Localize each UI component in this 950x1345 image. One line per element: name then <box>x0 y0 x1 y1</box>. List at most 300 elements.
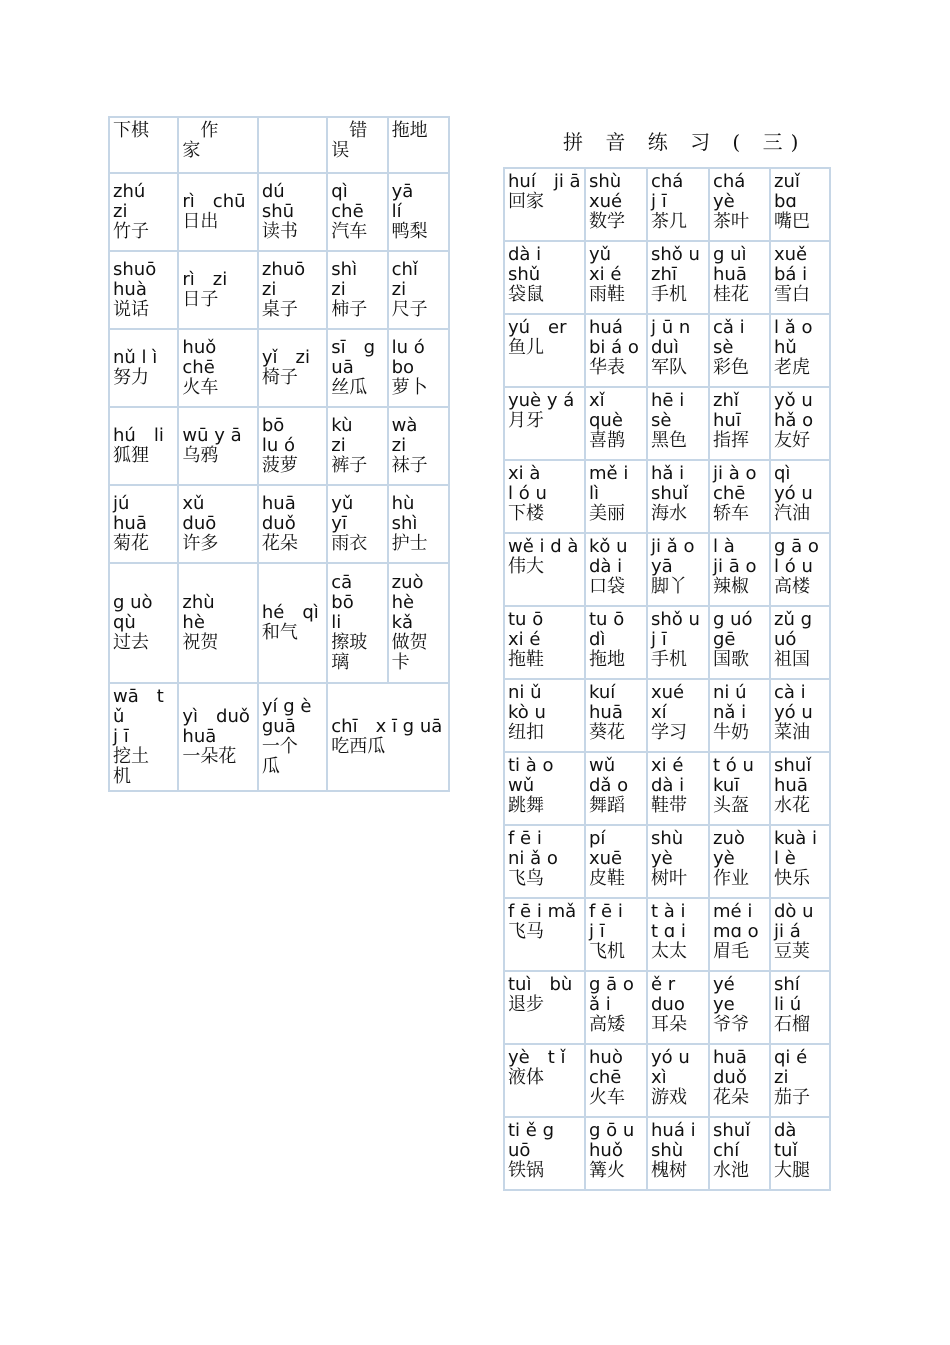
hanzi-text: 跳舞 <box>508 795 544 816</box>
table-row <box>505 1045 829 1116</box>
pinyin-text: g uì huā <box>713 244 747 285</box>
word-cell <box>328 118 386 172</box>
hanzi-text: 铁锅 <box>508 1160 544 1181</box>
pinyin-text: wā t ǔ j ī <box>113 686 164 747</box>
hanzi-text: 过去 <box>113 632 149 653</box>
table-row <box>110 330 448 406</box>
word-cell <box>648 826 708 897</box>
hanzi-text: 眉毛 <box>713 941 749 962</box>
hanzi-text: 许多 <box>182 533 219 554</box>
word-cell <box>648 1118 708 1189</box>
table-row <box>505 169 829 240</box>
word-cell <box>110 174 177 250</box>
word-cell <box>771 899 829 970</box>
word-cell <box>648 461 708 532</box>
hanzi-text: 说话 <box>113 299 149 320</box>
word-cell <box>389 330 448 406</box>
table-row <box>110 174 448 250</box>
hanzi-text: 丝瓜 <box>331 377 368 398</box>
pinyin-text: hú li <box>113 425 164 446</box>
hanzi-text: 拖地 <box>589 649 625 670</box>
table-row <box>110 564 448 682</box>
hanzi-text: 脚丫 <box>651 576 687 597</box>
word-cell <box>505 1045 584 1116</box>
word-cell <box>771 461 829 532</box>
word-cell <box>110 486 177 562</box>
word-cell <box>505 972 584 1043</box>
hanzi-text: 高楼 <box>774 576 810 597</box>
word-cell <box>648 972 708 1043</box>
pinyin-text: dò u ji á <box>774 901 814 942</box>
table-row <box>505 388 829 459</box>
pinyin-text: hù shì <box>391 493 418 534</box>
hanzi-text: 努力 <box>113 367 149 388</box>
word-cell <box>648 607 708 678</box>
hanzi-text: 高矮 <box>589 1014 625 1035</box>
word-cell <box>586 242 646 313</box>
pinyin-text: dà tuǐ <box>774 1120 798 1161</box>
word-cell <box>259 330 326 406</box>
word-cell <box>586 169 646 240</box>
table-row <box>505 461 829 532</box>
hanzi-text: 鱼儿 <box>508 337 544 358</box>
table-row <box>505 534 829 605</box>
hanzi-text: 嘴巴 <box>774 211 810 232</box>
hanzi-text: 一朵花 <box>182 746 237 767</box>
pinyin-text: yā lí <box>391 181 414 222</box>
hanzi-text: 友好 <box>774 430 810 451</box>
word-cell <box>586 753 646 824</box>
pinyin-text: ě r duo <box>651 974 685 1015</box>
pinyin-text: wǔ dǎ o <box>589 755 629 796</box>
pinyin-text: yǔ xi é <box>589 244 622 285</box>
pinyin-text: bō lu ó <box>261 415 296 456</box>
word-cell <box>771 607 829 678</box>
word-cell <box>259 564 326 682</box>
hanzi-text: 口袋 <box>589 576 625 597</box>
hanzi-text: 手机 <box>651 284 687 305</box>
pinyin-text: cā bō li <box>331 572 354 633</box>
pinyin-text: cà i yó u <box>774 682 813 723</box>
hanzi-text: 舞蹈 <box>589 795 625 816</box>
hanzi-text: 护士 <box>391 533 428 554</box>
pinyin-text: yì duǒ huā <box>182 706 250 747</box>
hanzi-text: 飞鸟 <box>508 868 544 889</box>
pinyin-text: rì chū <box>182 191 246 212</box>
hanzi-text: 袋鼠 <box>508 284 544 305</box>
word-cell <box>389 564 448 682</box>
word-cell <box>505 169 584 240</box>
hanzi-text: 茶叶 <box>713 211 749 232</box>
word-cell <box>505 607 584 678</box>
word-cell <box>586 388 646 459</box>
hanzi-text: 菜油 <box>774 722 810 743</box>
hanzi-text: 桌子 <box>261 299 298 320</box>
word-cell <box>110 252 177 328</box>
pinyin-text: yú er <box>508 317 567 338</box>
word-cell <box>259 486 326 562</box>
table-row <box>110 684 448 790</box>
word-cell <box>586 680 646 751</box>
hanzi-text: 茄子 <box>774 1087 810 1108</box>
hanzi-text: 头盔 <box>713 795 749 816</box>
hanzi-text: 日子 <box>182 289 219 310</box>
pinyin-text: shù yè <box>651 828 684 869</box>
word-cell <box>259 684 326 790</box>
hanzi-text: 和气 <box>261 622 298 643</box>
word-cell <box>505 315 584 386</box>
word-cell <box>179 684 256 790</box>
word-cell <box>389 486 448 562</box>
hanzi-text: 花朵 <box>713 1087 749 1108</box>
hanzi-text: 椅子 <box>261 367 298 388</box>
hanzi-text: 篝火 <box>589 1160 625 1181</box>
pinyin-text: g ō u huǒ <box>589 1120 635 1161</box>
pinyin-text: g uó gē <box>713 609 753 650</box>
word-cell <box>505 680 584 751</box>
hanzi-text: 菊花 <box>113 533 149 554</box>
pinyin-text: rì zi <box>182 269 228 290</box>
pinyin-text: yuè y á <box>508 390 575 411</box>
pinyin-text: zhuō zi <box>261 259 306 300</box>
hanzi-text: 菠萝 <box>261 455 298 476</box>
word-cell <box>710 534 769 605</box>
table-row <box>110 252 448 328</box>
hanzi-text: 葵花 <box>589 722 625 743</box>
word-cell <box>505 1118 584 1189</box>
pinyin-text: kù zi <box>331 415 353 456</box>
pinyin-text: zhǐ huī <box>713 390 741 431</box>
pinyin-text: yǐ zi <box>261 347 310 368</box>
hanzi-text: 指挥 <box>713 430 749 451</box>
word-cell <box>710 826 769 897</box>
pinyin-text: shí li ú <box>774 974 802 1015</box>
pinyin-text: shuō huà <box>113 259 157 300</box>
word-cell <box>710 242 769 313</box>
hanzi-text: 柿子 <box>331 299 368 320</box>
word-cell <box>710 680 769 751</box>
pinyin-text: tu ō dì <box>589 609 625 650</box>
pinyin-text: yè t ǐ <box>508 1047 566 1068</box>
word-cell <box>771 680 829 751</box>
pinyin-text: l ǎ o hǔ <box>774 317 813 358</box>
word-cell <box>328 330 386 406</box>
word-cell <box>771 169 829 240</box>
pinyin-text: huá bi á o <box>589 317 639 358</box>
pinyin-text: yǔ yī <box>331 493 354 534</box>
hanzi-text: 液体 <box>508 1067 544 1088</box>
hanzi-text: 祝贺 <box>182 632 219 653</box>
word-cell <box>648 315 708 386</box>
table-row <box>505 680 829 751</box>
hanzi-text: 军队 <box>651 357 687 378</box>
hanzi-text: 雨衣 <box>331 533 368 554</box>
pinyin-text: dú shū <box>261 181 295 222</box>
table-row <box>505 315 829 386</box>
hanzi-text: 太太 <box>651 941 687 962</box>
hanzi-text: 雨鞋 <box>589 284 625 305</box>
pinyin-text: shì zi <box>331 259 358 300</box>
pinyin-text: xuě bá i <box>774 244 808 285</box>
word-cell <box>586 1045 646 1116</box>
word-cell <box>586 899 646 970</box>
pinyin-text: huá i shù <box>651 1120 696 1161</box>
word-cell <box>259 408 326 484</box>
table-row <box>110 486 448 562</box>
hanzi-text: 火车 <box>589 1087 625 1108</box>
pinyin-text: zuò hè kǎ <box>391 572 424 633</box>
word-cell <box>259 252 326 328</box>
pinyin-text: xǔ duō <box>182 493 223 534</box>
pinyin-text: zǔ g uó <box>774 609 813 650</box>
word-cell <box>710 1045 769 1116</box>
hanzi-text: 槐树 <box>651 1160 687 1181</box>
hanzi-text: 游戏 <box>651 1087 687 1108</box>
hanzi-text: 华表 <box>589 357 625 378</box>
pinyin-text: xi é dà i <box>651 755 685 796</box>
hanzi-text: 海水 <box>651 503 687 524</box>
hanzi-text: 桂花 <box>713 284 749 305</box>
word-cell <box>179 118 256 172</box>
hanzi-text: 彩色 <box>713 357 749 378</box>
pinyin-text: xué xí <box>651 682 685 723</box>
word-cell <box>179 564 256 682</box>
word-cell <box>179 486 256 562</box>
pinyin-text: chá yè <box>713 171 746 212</box>
pinyin-text: ji à o chē <box>713 463 757 504</box>
pinyin-text: xi à l ó u <box>508 463 547 504</box>
hanzi-text: 乌鸦 <box>182 445 219 466</box>
hanzi-text: 耳朵 <box>651 1014 687 1035</box>
word-cell <box>771 1118 829 1189</box>
pinyin-text: l à ji ā o <box>713 536 757 577</box>
word-cell <box>648 753 708 824</box>
word-cell <box>648 242 708 313</box>
hanzi-text: 爷爷 <box>713 1014 749 1035</box>
hanzi-text: 汽车 <box>331 221 368 242</box>
pinyin-text: yǒ u hǎ o <box>774 390 814 431</box>
hanzi-text: 纽扣 <box>508 722 544 743</box>
hanzi-text: 石榴 <box>774 1014 810 1035</box>
hanzi-text: 飞机 <box>589 941 625 962</box>
word-cell <box>771 972 829 1043</box>
pinyin-text: zuǐ bɑ <box>774 171 800 212</box>
hanzi-text: 月牙 <box>508 410 544 431</box>
pinyin-text: huí ji ā <box>508 171 581 192</box>
word-cell <box>710 461 769 532</box>
word-cell <box>648 1045 708 1116</box>
hanzi-text: 裤子 <box>331 455 368 476</box>
pinyin-text: shǒ u j ī <box>651 609 700 650</box>
pinyin-text: qi é zi <box>774 1047 808 1088</box>
hanzi-text: 辣椒 <box>713 576 749 597</box>
pinyin-text: jú huā <box>113 493 147 534</box>
word-cell <box>648 680 708 751</box>
hanzi-text: 回家 <box>508 191 544 212</box>
word-cell <box>328 174 386 250</box>
word-cell <box>771 315 829 386</box>
table-row <box>505 753 829 824</box>
page-title: 拼 音 练 习 ( 三) <box>563 130 807 154</box>
pinyin-text: qì chē <box>331 181 364 222</box>
pinyin-text: ni ú nǎ i <box>713 682 747 723</box>
table-row <box>505 826 829 897</box>
hanzi-text: 手机 <box>651 649 687 670</box>
word-cell <box>771 534 829 605</box>
word-cell <box>389 252 448 328</box>
hanzi-text: 鸭梨 <box>391 221 428 242</box>
pinyin-text: yó u xì <box>651 1047 690 1088</box>
hanzi-text: 树叶 <box>651 868 687 889</box>
word-cell <box>710 315 769 386</box>
word-cell <box>710 607 769 678</box>
hanzi-text: 快乐 <box>774 868 810 889</box>
word-cell <box>505 388 584 459</box>
hanzi-text: 萝卜 <box>391 377 428 398</box>
table-row <box>110 118 448 172</box>
pinyin-text: zhú zi <box>113 181 146 222</box>
pinyin-text: hǎ i shuǐ <box>651 463 689 504</box>
pinyin-text: huò chē <box>589 1047 623 1088</box>
pinyin-text: ti à o wǔ <box>508 755 554 796</box>
left-pinyin-table <box>108 116 450 792</box>
pinyin-text: shǒ u zhī <box>651 244 700 285</box>
word-cell <box>505 753 584 824</box>
word-cell <box>505 899 584 970</box>
hanzi-text: 尺子 <box>391 299 428 320</box>
word-cell <box>328 252 386 328</box>
pinyin-text: hé qì <box>261 602 319 623</box>
pinyin-text: ti ě g uō <box>508 1120 555 1161</box>
hanzi-text: 数学 <box>589 211 625 232</box>
hanzi-text: 大腿 <box>774 1160 810 1181</box>
word-cell <box>110 684 177 790</box>
hanzi-text: 退步 <box>508 994 544 1015</box>
hanzi-text: 祖国 <box>774 649 810 670</box>
hanzi-text: 花朵 <box>261 533 298 554</box>
pinyin-text: dà i shǔ <box>508 244 542 285</box>
pinyin-text: huā duǒ <box>261 493 296 534</box>
hanzi-text: 下楼 <box>508 503 544 524</box>
pinyin-text: f ē i ni ǎ o <box>508 828 558 869</box>
word-cell <box>328 408 386 484</box>
hanzi-text: 作业 <box>713 868 749 889</box>
word-cell <box>328 684 448 790</box>
hanzi-text: 擦玻 璃 <box>331 632 368 673</box>
pinyin-text: mé i mɑ o <box>713 901 759 942</box>
table-row <box>505 242 829 313</box>
word-cell <box>505 826 584 897</box>
word-cell <box>110 330 177 406</box>
word-cell <box>328 486 386 562</box>
word-cell <box>771 242 829 313</box>
hanzi-text: 拖鞋 <box>508 649 544 670</box>
hanzi-text: 黑色 <box>651 430 687 451</box>
pinyin-text: g ā o l ó u <box>774 536 819 577</box>
word-cell <box>586 534 646 605</box>
word-cell <box>586 461 646 532</box>
word-cell <box>110 564 177 682</box>
pinyin-text: tu ō xi é <box>508 609 544 650</box>
pinyin-text: wū y ā <box>182 425 242 446</box>
hanzi-text: 水花 <box>774 795 810 816</box>
pinyin-text: shuǐ huā <box>774 755 812 796</box>
word-cell <box>505 461 584 532</box>
pinyin-text: pí xuē <box>589 828 623 869</box>
word-cell <box>771 826 829 897</box>
pinyin-text: yé ye <box>713 974 735 1015</box>
word-cell <box>586 972 646 1043</box>
pinyin-text: f ē i j ī <box>589 901 623 942</box>
pinyin-text: huǒ chē <box>182 337 217 378</box>
hanzi-text: 茶几 <box>651 211 687 232</box>
pinyin-text: chī x ī g uā <box>331 716 443 737</box>
pinyin-text: kǒ u dà i <box>589 536 628 577</box>
word-cell <box>110 408 177 484</box>
table-row <box>505 899 829 970</box>
hanzi-text: 国歌 <box>713 649 749 670</box>
hanzi-text: 拖地 <box>391 120 428 141</box>
hanzi-text: 鞋带 <box>651 795 687 816</box>
hanzi-text: 伟大 <box>508 556 544 577</box>
pinyin-text: sī g uā <box>331 337 376 378</box>
pinyin-text: g uò qù <box>113 592 153 633</box>
hanzi-text: 读书 <box>261 221 298 242</box>
pinyin-text: hē i sè <box>651 390 685 431</box>
word-cell <box>505 242 584 313</box>
word-cell <box>179 252 256 328</box>
hanzi-text: 飞马 <box>508 921 544 942</box>
word-cell <box>710 388 769 459</box>
hanzi-text: 喜鹊 <box>589 430 625 451</box>
hanzi-text: 豆荚 <box>774 941 810 962</box>
pinyin-text: shuǐ chí <box>713 1120 751 1161</box>
pinyin-text: kuà i l è <box>774 828 818 869</box>
hanzi-text: 美丽 <box>589 503 625 524</box>
word-cell <box>710 972 769 1043</box>
pinyin-text: lu ó bo <box>391 337 425 378</box>
word-cell <box>771 1045 829 1116</box>
word-cell <box>179 330 256 406</box>
right-pinyin-table <box>503 167 831 1191</box>
word-cell <box>389 118 448 172</box>
word-cell <box>389 408 448 484</box>
word-cell <box>710 899 769 970</box>
pinyin-text: ji ǎ o yā <box>651 536 695 577</box>
word-cell <box>710 169 769 240</box>
hanzi-text: 错 误 <box>331 120 368 161</box>
table-row <box>505 972 829 1043</box>
hanzi-text: 老虎 <box>774 357 810 378</box>
table-row <box>505 607 829 678</box>
pinyin-text: qì yó u <box>774 463 813 504</box>
pinyin-text: huā duǒ <box>713 1047 747 1088</box>
word-cell <box>648 388 708 459</box>
pinyin-text: chǐ zi <box>391 259 418 300</box>
word-cell <box>259 174 326 250</box>
word-cell <box>771 388 829 459</box>
pinyin-text: yí g è guā <box>261 696 312 737</box>
word-cell <box>710 753 769 824</box>
hanzi-text: 学习 <box>651 722 687 743</box>
pinyin-text: cǎ i sè <box>713 317 745 358</box>
pinyin-text: wě i d à <box>508 536 579 557</box>
word-cell <box>648 899 708 970</box>
word-cell <box>586 1118 646 1189</box>
pinyin-text: nǔ l ì <box>113 347 158 368</box>
word-cell <box>328 564 386 682</box>
pinyin-text: t ó u kuī <box>713 755 754 796</box>
